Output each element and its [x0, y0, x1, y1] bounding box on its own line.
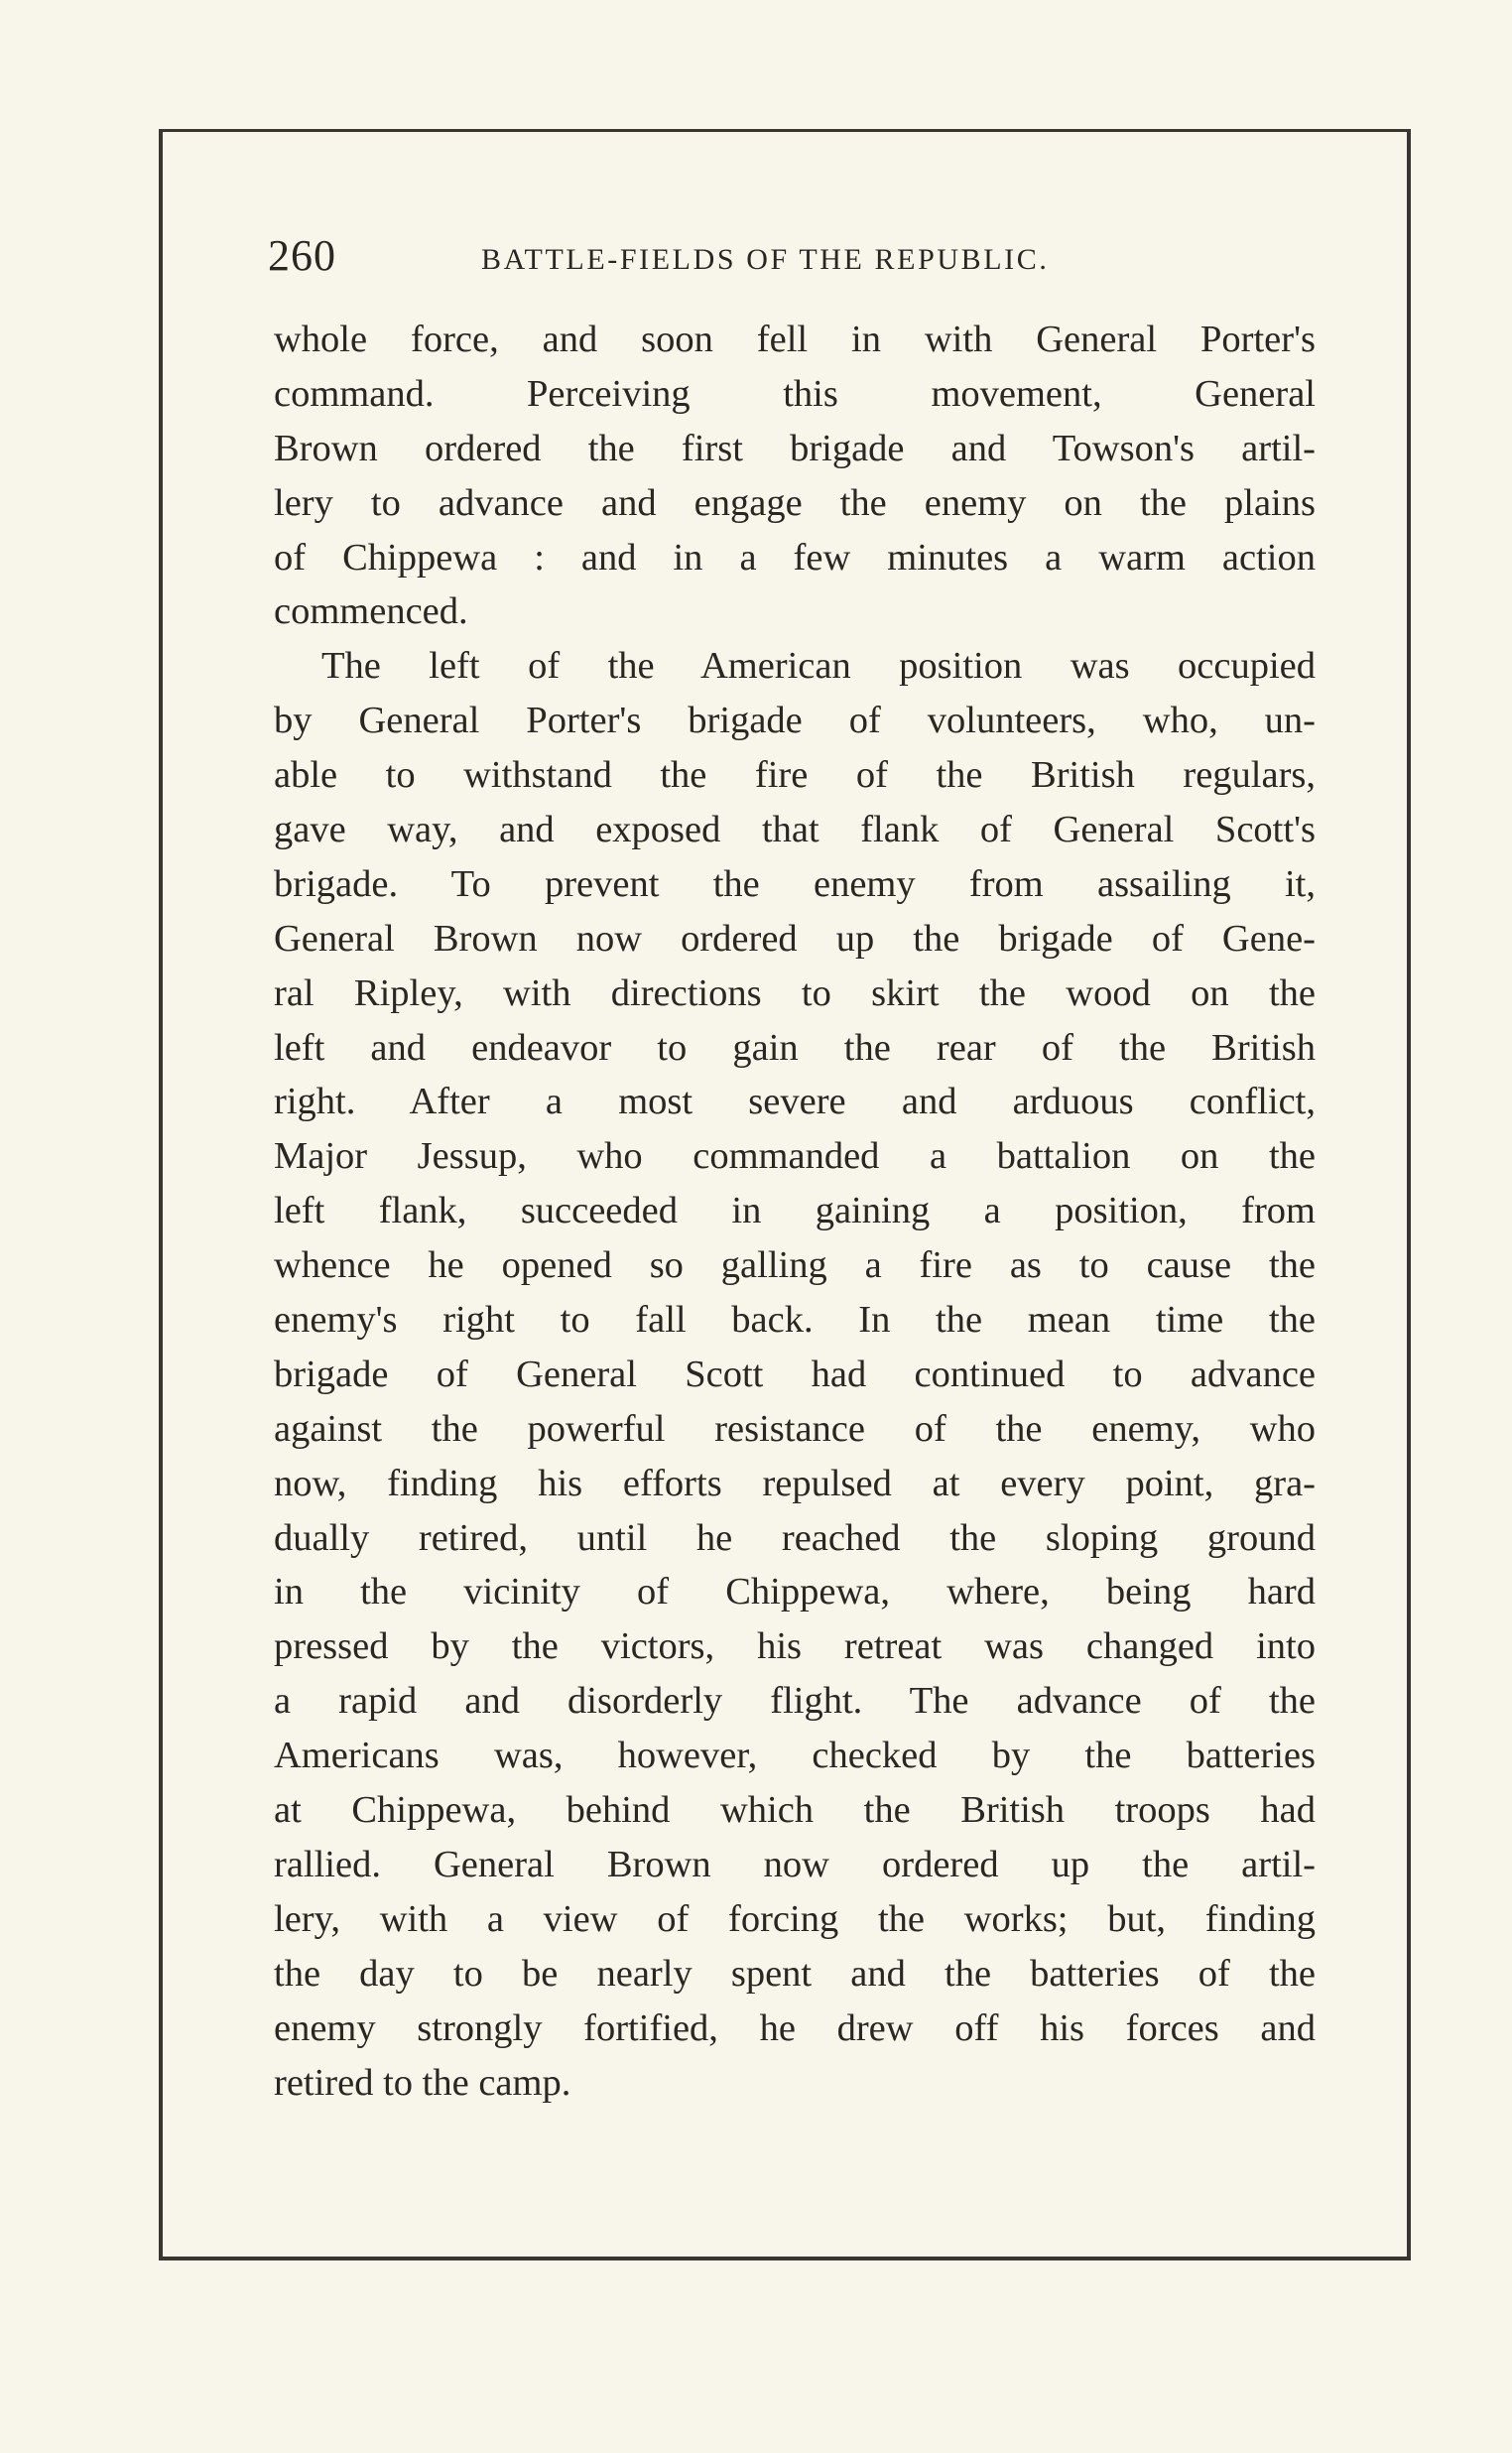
text-line: a rapid and disorderly flight. The advance of the [274, 1680, 1316, 1723]
page-number: 260 [268, 231, 336, 280]
text-line: brigade. To prevent the enemy from assailing it, [274, 862, 1316, 905]
text-line: against the powerful resistance of the enemy, who [274, 1407, 1316, 1450]
text-line: whole force, and soon fell in with General Porter's [274, 319, 1316, 360]
text-line: lery, with a view of forcing the works; but, finding [274, 1897, 1316, 1940]
text-line: at Chippewa, behind which the British troops had [274, 1789, 1316, 1832]
text-line: in the vicinity of Chippewa, where, being hard [274, 1571, 1316, 1614]
text-line: commenced. [274, 590, 468, 633]
text-line: enemy strongly fortified, he drew off his forces and [274, 2006, 1316, 2049]
text-line: able to withstand the fire of the British regulars, [274, 754, 1316, 797]
text-line: left and endeavor to gain the rear of the British [274, 1026, 1316, 1069]
text-line: rallied. General Brown now ordered up the artil- [274, 1843, 1316, 1885]
text-line: ral Ripley, with directions to skirt the wood on the [274, 971, 1316, 1014]
running-head: BATTLE-FIELDS OF THE REPUBLIC. [481, 243, 1050, 276]
text-line: whence he opened so galling a fire as to cause the [274, 1244, 1316, 1287]
text-line: pressed by the victors, his retreat was changed into [274, 1625, 1316, 1668]
text-line: by General Porter's brigade of volunteers, who, un- [274, 700, 1316, 742]
text-line: enemy's right to fall back. In the mean time the [274, 1299, 1316, 1342]
text-line: command. Perceiving this movement, General [274, 372, 1316, 415]
text-line: Major Jessup, who commanded a battalion on the [274, 1135, 1316, 1178]
text-line: Brown ordered the first brigade and Towson's artil- [274, 427, 1316, 469]
text-line: Americans was, however, checked by the batteries [274, 1735, 1316, 1777]
page-header [268, 226, 1329, 286]
text-line: dually retired, until he reached the sloping ground [274, 1516, 1316, 1559]
body-text [274, 313, 1316, 2110]
text-line: of Chippewa : and in a few minutes a warm action [274, 536, 1316, 579]
text-line: lery to advance and engage the enemy on the plains [274, 481, 1316, 524]
text-line: now, finding his efforts repulsed at every point, gra- [274, 1462, 1316, 1504]
text-line: retired to the camp. [274, 2061, 571, 2104]
text-line: right. After a most severe and arduous conflict, [274, 1081, 1316, 1123]
text-line: gave way, and exposed that flank of General Scott's [274, 809, 1316, 851]
text-line: the day to be nearly spent and the batteries of the [274, 1952, 1316, 1995]
text-line: left flank, succeeded in gaining a position, from [274, 1190, 1316, 1232]
text-line: The left of the American position was occupied [321, 645, 1316, 688]
text-line: General Brown now ordered up the brigade of Gene- [274, 917, 1316, 960]
text-line: brigade of General Scott had continued to advance [274, 1353, 1316, 1395]
